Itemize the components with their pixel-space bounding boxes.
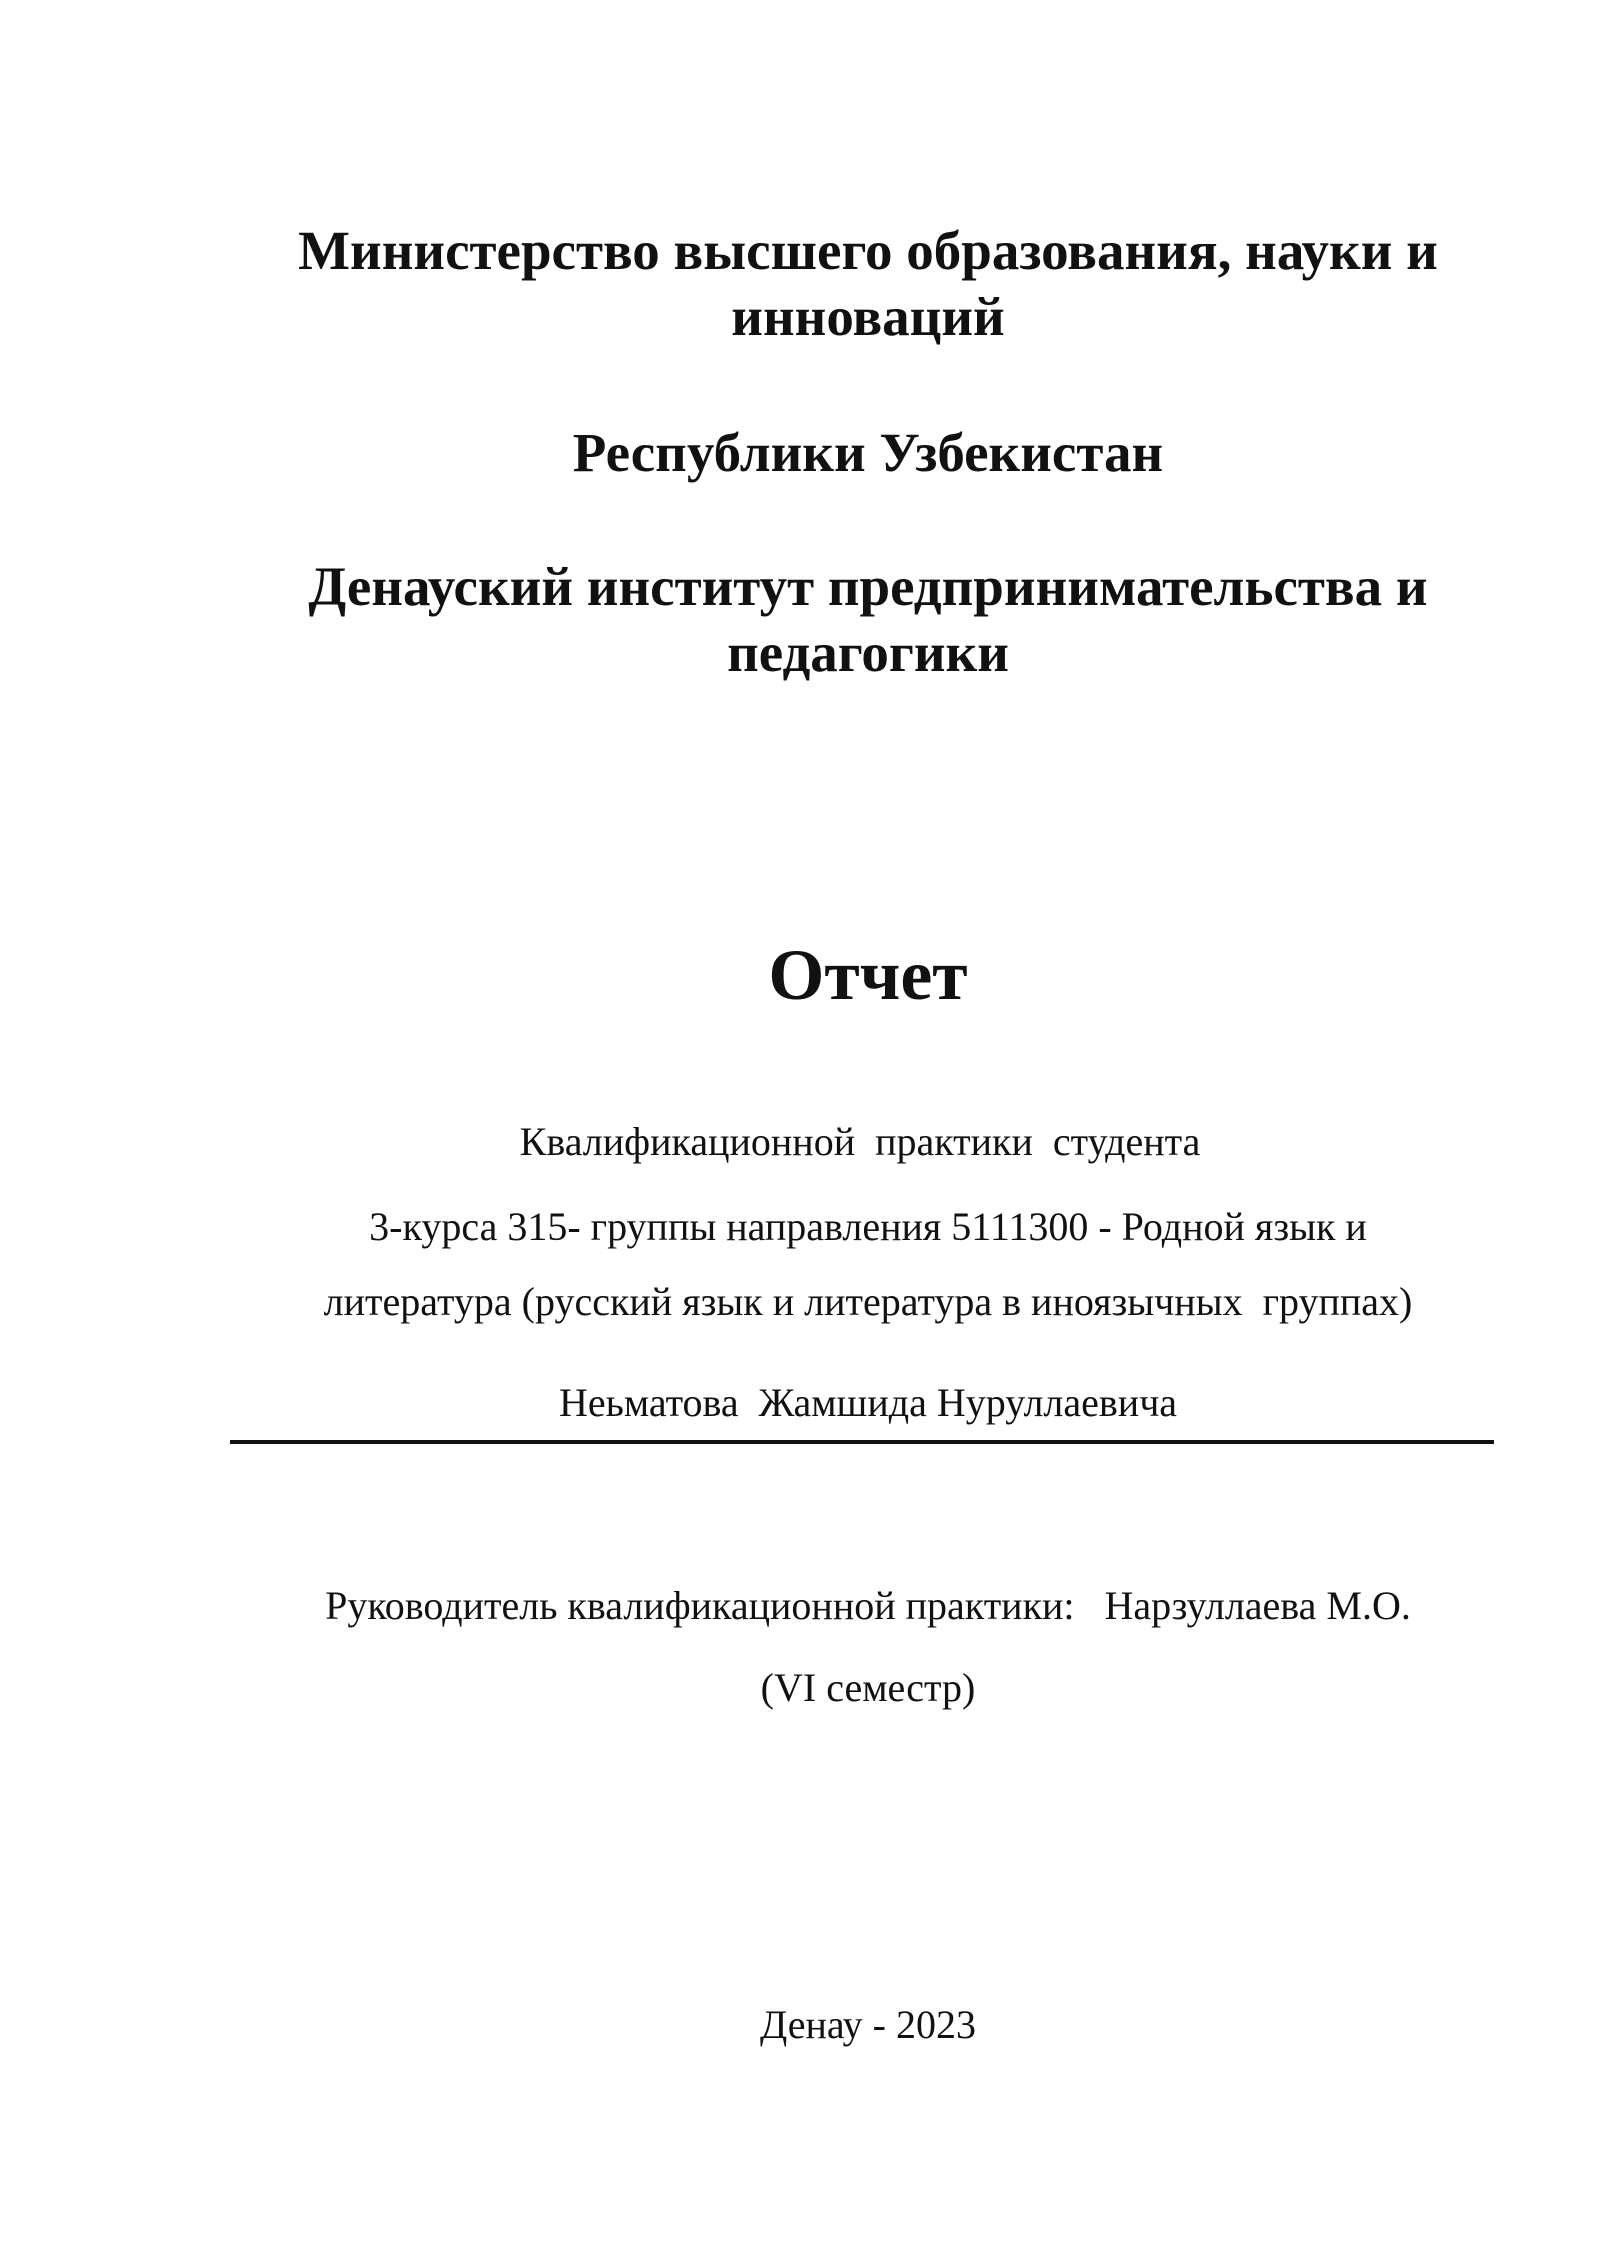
direction-line: литература (русский язык и литература в иноязычных группах) xyxy=(323,1279,1413,1324)
student-name: Неьматова Жамшида Нуруллаевича xyxy=(558,1380,1178,1425)
report-title: Отчет xyxy=(768,935,968,1015)
place-year: Денау - 2023 xyxy=(760,2002,976,2047)
report-subtitle: Квалификационной практики студента xyxy=(519,1119,1201,1164)
republic-heading: Республики Узбекистан xyxy=(572,422,1164,483)
course-line: 3-курса 315- группы направления 5111300 - Родной язык и xyxy=(369,1204,1367,1249)
ministry-heading: Министерство высшего образования, науки и инноваций xyxy=(298,220,1438,347)
institute-heading: Денауский институт предпринимательства и педагогики xyxy=(308,556,1428,683)
semester-label: (VI семестр) xyxy=(760,1665,976,1710)
supervisor-line: Руководитель квалификационной практики: Нарзуллаева М.О. xyxy=(325,1583,1411,1628)
signature-underline xyxy=(230,1440,1494,1444)
